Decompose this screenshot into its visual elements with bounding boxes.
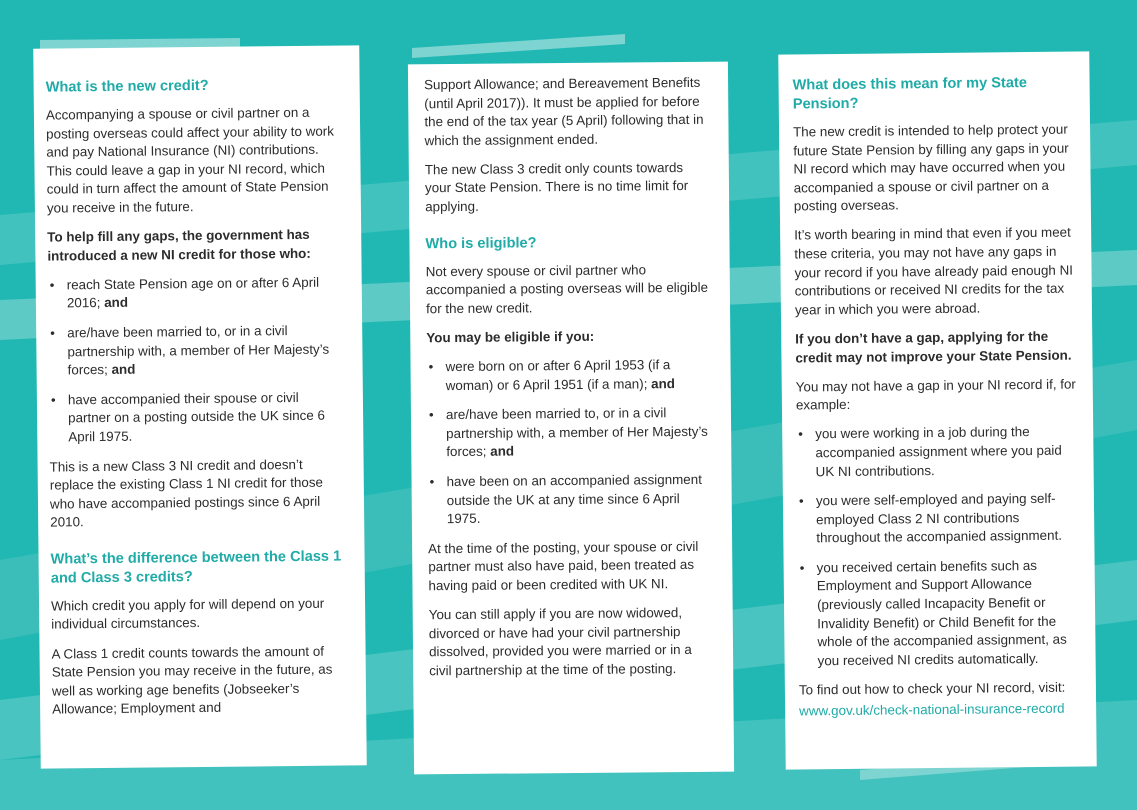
widowed-text: You can still apply if you are now widowed, divorced or have had your civil partnership dissolved, provided you were married or in a civil partnership at the time of the posting. <box>428 605 692 679</box>
heading-difference: What’s the difference between the Class 1 and Class 3 credits? <box>50 548 342 587</box>
list-item: • are/have been married to, or in a civil partnership with, a member of Her Majesty’s forces; and <box>48 321 343 380</box>
list-item: • are/have been married to, or in a civil partnership with, a member of Her Majesty’s forces; and <box>427 404 715 462</box>
find-out-text: To find out how to check your NI record, visit: <box>798 680 1066 698</box>
panel-right <box>778 51 1096 769</box>
class3-note: This is a new Class 3 NI credit and doesn’t replace the existing Class 1 NI credit for those who have accompanied postings since 6 April 2010. <box>49 456 324 530</box>
class1-text: A Class 1 credit counts towards the amount of State Pension you may receive in the future, as well as working age benefits (Jobseeker’s Allowance; Employment and <box>51 643 333 717</box>
depend-text: Which credit you apply for will depend on your individual circumstances. <box>50 595 325 633</box>
panel-middle <box>408 62 734 775</box>
bearing-text: It’s worth bearing in mind that even if you meet these criteria, you may not have any gaps in your record if you have already paid enough NI contributions or received NI credits for the tax year in which you were abroad. <box>794 225 1074 318</box>
may-not-text: You may not have a gap in your NI record if, for example: <box>795 376 1076 413</box>
heading-what-is-new-credit: What is the new credit? <box>45 77 209 96</box>
list-item: • you were self-employed and paying self-employed Class 2 NI contributions throughout the accompanied assignment. <box>797 490 1083 549</box>
gaps-lead: To help fill any gaps, the government has introduced a new NI credit for those who: <box>47 226 311 264</box>
ni-record-link[interactable]: www.gov.uk/check-national-insurance-record <box>799 700 1065 719</box>
list-item: • were born on or after 6 April 1953 (if a woman) or 6 April 1951 (if a man); and <box>426 356 714 396</box>
protect-text: The new credit is intended to help protect your future State Pension by filling any gaps in your NI record which may have occurred when you accompanied a spouse or civil partner on a posting overseas. <box>792 121 1069 214</box>
at-time-text: At the time of the posting, your spouse or civil partner must also have paid, been treated as having paid or been credited with UK NI. <box>428 538 699 594</box>
heading-who-eligible: Who is eligible? <box>425 234 537 252</box>
intro-text: Accompanying a spouse or civil partner on a posting overseas could affect your ability to work and pay National Insurance (NI) contributions. This could leave a gap in your NI record, which could in turn affect the amount of State Pension you receive in the future. <box>45 104 335 216</box>
list-item: • reach State Pension age on or after 6 April 2016; and <box>48 273 342 313</box>
list-item: • have accompanied their spouse or civil partner on a posting outside the UK since 6 April 1975. <box>49 388 344 447</box>
no-gap-text: If you don’t have a gap, applying for the credit may not improve your State Pension. <box>795 328 1072 366</box>
eligibility-list <box>426 356 715 529</box>
list-item: • you were working in a job during the accompanied assignment where you paid UK NI contributions. <box>796 423 1082 482</box>
no-gap-examples-list <box>796 423 1084 671</box>
panel-left <box>33 45 367 768</box>
list-item: • you received certain benefits such as Employment and Support Allowance (previously called Incapacity Benefit or Invalidity Benefit) or Child Benefit for the whole of the accompanied assignment, as you received NI credits automatically. <box>798 556 1084 671</box>
continued-text: Support Allowance; and Bereavement Benefits (until April 2017)). It must be applied for before the end of the tax year (5 April) following that in which the assignment ended. <box>424 74 704 149</box>
heading-state-pension: What does this mean for my State Pension? <box>792 75 1028 113</box>
criteria-list <box>48 273 344 447</box>
class3-counts: The new Class 3 credit only counts towards your State Pension. There is no time limit for applying. <box>424 159 689 215</box>
not-every-text: Not every spouse or civil partner who accompanied a posting overseas will be eligible for the new credit. <box>425 261 709 317</box>
eligible-lead: You may be eligible if you: <box>426 328 595 346</box>
list-item: • have been on an accompanied assignment outside the UK at any time since 6 April 1975. <box>427 471 715 529</box>
